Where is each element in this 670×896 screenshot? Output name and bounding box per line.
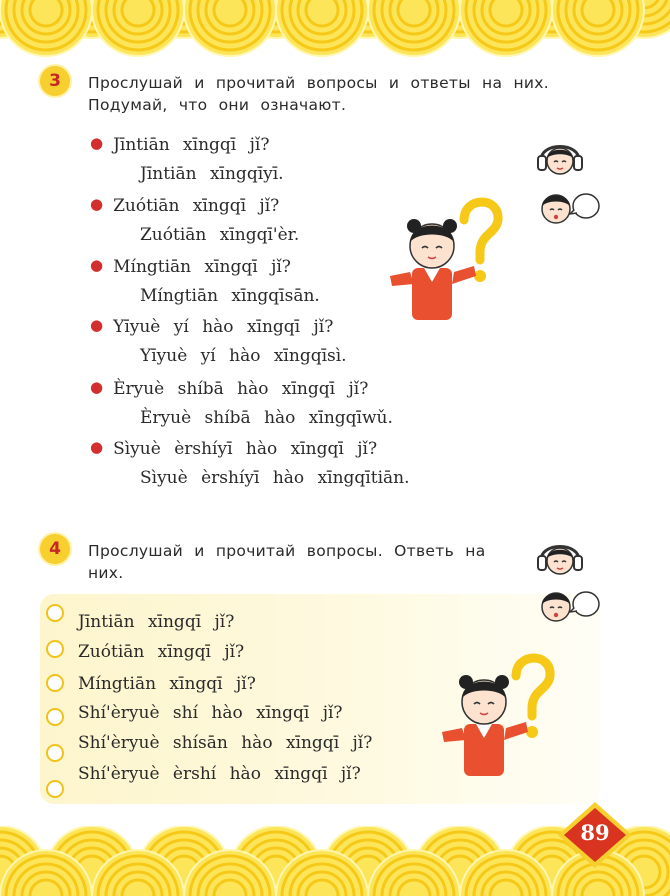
- answer-circle[interactable]: [46, 640, 64, 658]
- exercise-4-question-1: Jīntiān xīngqī jǐ?: [78, 612, 235, 632]
- answer-circle[interactable]: [46, 780, 64, 798]
- answer-circle[interactable]: [46, 708, 64, 726]
- speak-bubble-icon[interactable]: [536, 186, 602, 230]
- exercise-3-instruction-line2: Подумай, что они означают.: [88, 96, 347, 114]
- exercise-3-question-3: [90, 256, 291, 277]
- page-number: 89: [580, 820, 610, 845]
- exercise-3-answer-4: Yīyuè yí hào xīngqīsì.: [140, 346, 347, 366]
- wave-pattern-top: [0, 0, 670, 64]
- question-text: Zuótiān xīngqī jǐ?: [113, 196, 280, 216]
- bullet-dot: ●: [90, 438, 104, 456]
- child-question-illustration: [440, 646, 560, 786]
- exercise-3-answer-6: Sìyuè èrshíyī hào xīngqītiān.: [140, 468, 410, 488]
- exercise-3-question-6: [90, 438, 377, 459]
- question-text: Sìyuè èrshíyī hào xīngqī jǐ?: [113, 439, 378, 459]
- top-wave-decoration: [0, 0, 670, 64]
- speak-bubble-icon[interactable]: [536, 584, 602, 628]
- child-question-illustration: [388, 190, 508, 330]
- exercise-4-instruction-line1: Прослушай и прочитай вопросы. Ответь на: [88, 542, 486, 560]
- exercise-4-question-5: Shí'èryuè shísān hào xīngqī jǐ?: [78, 733, 373, 753]
- exercise-3-instruction-line1: Прослушай и прочитай вопросы и ответы на них.: [88, 74, 549, 92]
- answer-circle[interactable]: [46, 604, 64, 622]
- exercise-3-question-2: [90, 195, 279, 216]
- question-text: Yīyuè yí hào xīngqī jǐ?: [113, 317, 334, 337]
- exercise-4-question-4: Shí'èryuè shí hào xīngqī jǐ?: [78, 703, 343, 723]
- question-text: Míngtiān xīngqī jǐ?: [113, 257, 291, 277]
- exercise-3-answer-1: Jīntiān xīngqīyī.: [140, 164, 284, 184]
- question-text: Èryuè shíbā hào xīngqī jǐ?: [113, 379, 369, 399]
- exercise-3-answer-3: Míngtiān xīngqīsān.: [140, 286, 320, 306]
- exercise-4-question-6: Shí'èryuè èrshí hào xīngqī jǐ?: [78, 764, 361, 784]
- bullet-dot: ●: [90, 134, 104, 152]
- question-text: Jīntiān xīngqī jǐ?: [113, 135, 270, 155]
- exercise-4-question-2: Zuótiān xīngqī jǐ?: [78, 642, 245, 662]
- bullet-dot: ●: [90, 378, 104, 396]
- answer-circle[interactable]: [46, 744, 64, 762]
- bullet-dot: ●: [90, 195, 104, 213]
- answer-circle[interactable]: [46, 674, 64, 692]
- exercise-4-question-3: Míngtiān xīngqī jǐ?: [78, 674, 256, 694]
- bullet-dot: ●: [90, 256, 104, 274]
- listen-headphones-icon[interactable]: [536, 534, 584, 578]
- exercise-3-answer-5: Èryuè shíbā hào xīngqīwǔ.: [140, 408, 393, 428]
- exercise-3-number: 3: [40, 66, 70, 96]
- exercise-3-question-5: [90, 378, 368, 399]
- exercise-3-answer-2: Zuótiān xīngqī'èr.: [140, 225, 300, 245]
- exercise-4-number: 4: [40, 534, 70, 564]
- exercise-4-instruction-line2: них.: [88, 564, 124, 582]
- bullet-dot: ●: [90, 316, 104, 334]
- exercise-3-question-4: [90, 316, 333, 337]
- exercise-3-question-1: [90, 134, 269, 155]
- listen-headphones-icon[interactable]: [536, 134, 584, 178]
